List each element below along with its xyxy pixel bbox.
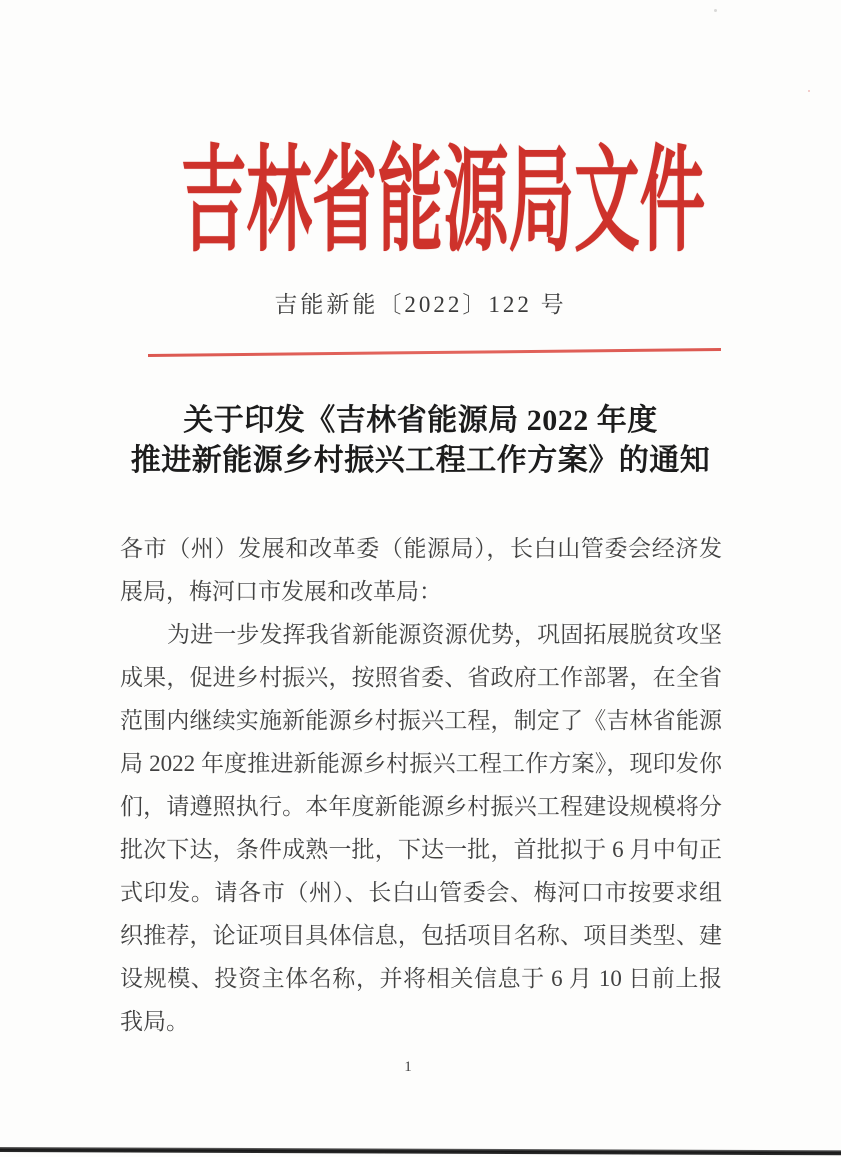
body-text-line-8: 批次下达，条件成熟一批，下达一批，首批拟于 6 月中旬正 (120, 837, 722, 862)
notice-title-line-1: 关于印发《吉林省能源局 2022 年度 (183, 404, 658, 437)
scan-speck (808, 90, 810, 92)
scan-speck (714, 9, 717, 12)
body-text-line-3: 为进一步发挥我省新能源资源优势，巩固拓展脱贫攻坚 (167, 622, 722, 647)
agency-masthead: 吉林省能源局文件 (180, 138, 706, 265)
scan-speck (270, 218, 273, 221)
body-text-line-11: 设规模、投资主体名称，并将相关信息于 6 月 10 日前上报 (120, 966, 722, 991)
red-separator-rule (148, 348, 721, 357)
body-text-line-9: 式印发。请各市（州）、长白山管委会、梅河口市按要求组 (120, 880, 722, 905)
notice-body (120, 527, 722, 1043)
body-text-line-7: 们，请遵照执行。本年度新能源乡村振兴工程建设规模将分 (120, 794, 722, 819)
page-number: 1 (404, 1059, 412, 1075)
body-text-line-2: 展局，梅河口市发展和改革局： (120, 579, 442, 604)
notice-title-line-2: 推进新能源乡村振兴工程工作方案》的通知 (130, 444, 711, 477)
body-text-line-5: 范围内继续实施新能源乡村振兴工程，制定了《吉林省能源 (120, 708, 722, 733)
body-text-line-12: 我局。 (120, 1009, 189, 1034)
scanner-edge-line (0, 1147, 841, 1155)
body-text-line-6: 局 2022 年度推进新能源乡村振兴工程工作方案》，现印发你 (120, 751, 722, 776)
body-text-line-10: 织推荐，论证项目具体信息，包括项目名称、项目类型、建 (120, 923, 722, 948)
notice-title (0, 401, 841, 481)
body-text-line-4: 成果，促进乡村振兴，按照省委、省政府工作部署，在全省 (120, 665, 722, 690)
body-text-line-1: 各市（州）发展和改革委（能源局），长白山管委会经济发 (120, 536, 722, 561)
document-reference-number: 吉能新能〔2022〕122 号 (274, 292, 567, 317)
